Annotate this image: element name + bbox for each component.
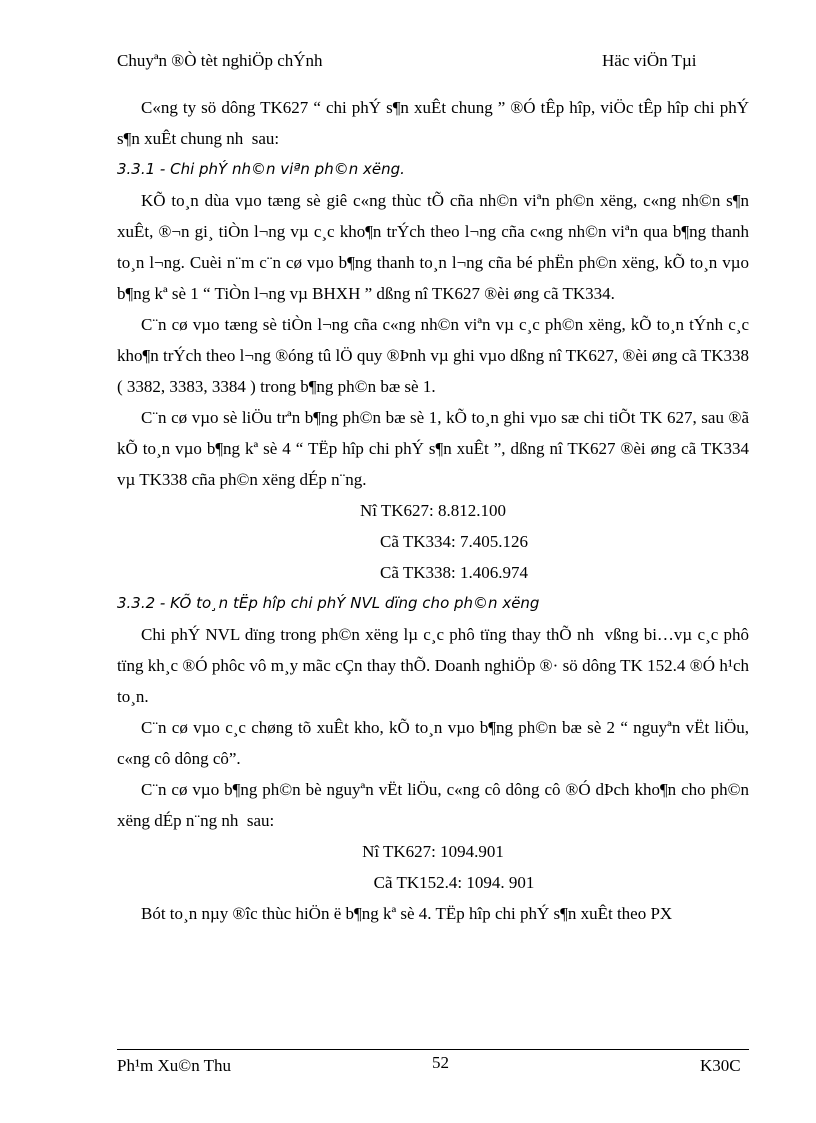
page-number: 52: [432, 1053, 449, 1072]
header-right: Häc viÖn Tµi: [602, 51, 697, 70]
entry-credit-1524: Cã TK152.4: 1094. 901: [373, 873, 535, 892]
header-left: Chuyªn ®Ò tèt nghiÖp chÝnh: [117, 51, 323, 70]
footer-class: K30C: [700, 1056, 741, 1075]
paragraph-8: Bót to¸n nµy ®îc thùc hiÖn ë b¶ng kª sè 4. TËp hîp chi phÝ s¶n xuÊt theo PX: [141, 904, 673, 923]
paragraph-3: C¨n cø vµo tæng sè tiÒn l¬ng cña c«ng nh©n viªn vµ c¸c ph©n xëng, kÕ to¸n tÝnh c¸c kho¶n trÝch theo l¬ng ®óng tû lÖ quy ®Þnh vµ ghi vµo dßng nî TK627, ®èi øng cã TK338 ( 3382, 3383, 3384 ) trong b¶ng ph©n bæ sè 1.: [117, 315, 749, 396]
paragraph-7: C¨n cø vµo b¶ng ph©n bè nguyªn vËt liÖu, c«ng cô dông cô ®Ó dÞch kho¶n cho ph©n xëng dÉp n¨ng nh sau:: [117, 780, 749, 830]
footer-author: Ph¹m Xu©n Thu: [117, 1056, 232, 1075]
entry-credit-334: Cã TK334: 7.405.126: [380, 532, 528, 551]
footer-divider: [117, 1049, 749, 1050]
entry-credit-338: Cã TK338: 1.406.974: [380, 563, 528, 582]
paragraph-1: C«ng ty sö dông TK627 “ chi phÝ s¶n xuÊt chung ” ®Ó tÊp hîp, viÖc tÊp hîp chi phÝ s¶n xuÊt chung nh sau:: [117, 98, 749, 148]
paragraph-4: C¨n cø vµo sè liÖu trªn b¶ng ph©n bæ sè 1, kÕ to¸n ghi vµo sæ chi tiÕt TK 627, sau ®ã kÕ to¸n vµo b¶ng kª sè 4 “ TËp hîp chi phÝ s¶n xuÊt ”, dßng nî TK627 ®èi øng cã TK334 vµ TK338 cña ph©n xëng dÉp n¨ng.: [117, 408, 749, 489]
section-heading-3-3-2: 3.3.2 - KÕ to¸n tËp hîp chi phÝ NVL dïng cho ph©n xëng: [117, 594, 540, 612]
body-content: [117, 92, 749, 929]
entry-debit-627: Nî TK627: 8.812.100: [359, 501, 507, 520]
paragraph-5: Chi phÝ NVL dïng trong ph©n xëng lµ c¸c phô tïng thay thÕ nh vßng bi…vµ c¸c phô tïng kh¸c ®Ó phôc vô m¸y mãc cÇn thay thÕ. Doanh nghiÖp ®· sö dông TK 152.4 ®Ó h¹ch to¸n.: [117, 625, 749, 706]
entry-debit-627-nvl: Nî TK627: 1094.901: [362, 842, 504, 861]
paragraph-6: C¨n cø vµo c¸c chøng tõ xuÊt kho, kÕ to¸n vµo b¶ng ph©n bæ sè 2 “ nguyªn vËt liÖu, c«ng cô dông cô”.: [117, 718, 749, 768]
section-heading-3-3-1: 3.3.1 - Chi phÝ nh©n viªn ph©n xëng.: [117, 160, 405, 178]
paragraph-2: KÕ to¸n dùa vµo tæng sè giê c«ng thùc tÕ cña nh©n viªn ph©n xëng, c«ng nh©n s¶n xuÊt, ®¬n gi¸ tiÒn l¬ng vµ c¸c kho¶n trÝch theo l¬ng cña c«ng nh©n viªn qua b¶ng thanh to¸n l¬ng. Cuèi n¨m c¨n cø vµo b¶ng thanh to¸n l¬ng cña bé phËn ph©n xëng, kÕ to¸n vµo b¶ng kª sè 1 “ TiÒn l¬ng vµ BHXH ” dßng nî TK627 ®èi øng cã TK334.: [117, 191, 749, 303]
